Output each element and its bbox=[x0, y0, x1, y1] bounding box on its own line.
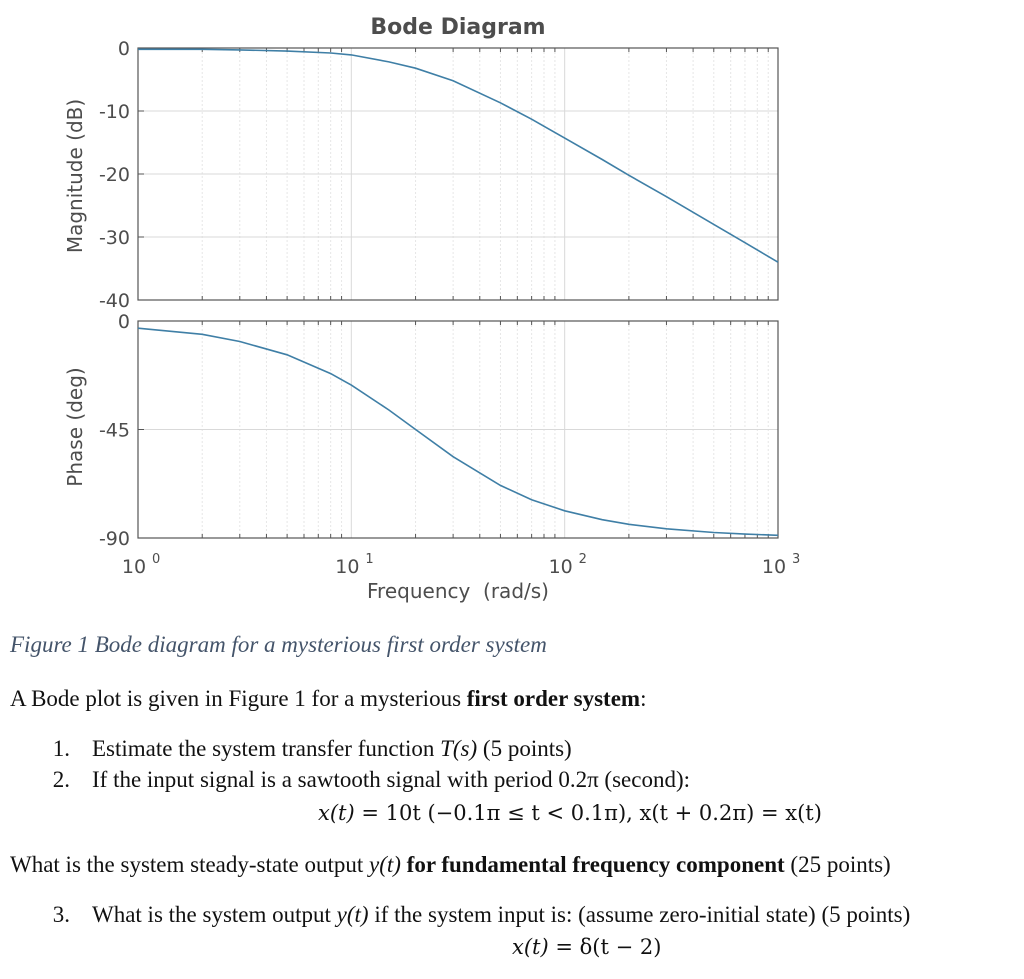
question-bold: for fundamental frequency component bbox=[400, 852, 785, 877]
x-tick-label: 10 bbox=[761, 556, 787, 578]
x-tick-label: 10 bbox=[548, 556, 573, 578]
item-text-end: (5 points) bbox=[477, 736, 572, 761]
equation-sawtooth bbox=[318, 801, 822, 825]
item-text: If the input signal is a sawtooth signal with period 0.2π (second): bbox=[92, 767, 691, 792]
list-number: 2. bbox=[52, 767, 70, 792]
intro-paragraph bbox=[10, 686, 1014, 712]
magnitude-y-tick-label: -30 bbox=[98, 227, 130, 249]
equation-rhs: = 10t (−0.1π ≤ t < 0.1π), x(t + 0.2π) = x(t) bbox=[354, 801, 822, 825]
x-tick-exponent: 1 bbox=[365, 552, 374, 567]
item-text: Estimate the system transfer function bbox=[92, 736, 441, 761]
magnitude-y-tick-label: -40 bbox=[98, 290, 130, 312]
figure-caption: Figure 1 Bode diagram for a mysterious first order system bbox=[10, 632, 547, 657]
intro-bold: first order system bbox=[466, 686, 641, 711]
item-emphasis: y(t) bbox=[336, 902, 369, 927]
question-text: What is the system steady-state output bbox=[10, 852, 369, 877]
x-tick-label: 10 bbox=[121, 556, 147, 578]
magnitude-panel bbox=[99, 38, 778, 312]
y-axis-label-phase: Phase (deg) bbox=[63, 367, 87, 487]
equation-rhs: = δ(t − 2) bbox=[548, 935, 662, 959]
equation-impulse bbox=[512, 935, 661, 959]
x-tick-exponent: 0 bbox=[152, 552, 161, 567]
question-end: (25 points) bbox=[784, 852, 891, 877]
phase-y-tick-label: -90 bbox=[98, 528, 130, 550]
phase-y-tick-label: 0 bbox=[117, 311, 130, 333]
question-paragraph bbox=[10, 852, 1014, 878]
equation-lhs: x(t) bbox=[318, 801, 355, 825]
magnitude-y-tick-label: 0 bbox=[117, 38, 130, 60]
x-axis-label: Frequency (rad/s) bbox=[367, 579, 549, 603]
y-axis-label-magnitude: Magnitude (dB) bbox=[63, 98, 87, 254]
phase-panel bbox=[99, 311, 778, 550]
x-tick-exponent: 3 bbox=[792, 552, 801, 567]
item-text: What is the system output bbox=[92, 902, 337, 927]
intro-text: A Bode plot is given in Figure 1 for a mysterious bbox=[10, 686, 467, 711]
list-number: 3. bbox=[52, 902, 70, 927]
x-tick-exponent: 2 bbox=[578, 552, 587, 567]
chart-title: Bode Diagram bbox=[370, 15, 546, 40]
x-tick-labels bbox=[122, 552, 800, 578]
intro-end: : bbox=[640, 686, 647, 711]
magnitude-y-tick-label: -10 bbox=[98, 101, 130, 123]
x-tick-label: 10 bbox=[335, 556, 360, 578]
item-emphasis: T(s) bbox=[440, 736, 478, 761]
magnitude-y-tick-label: -20 bbox=[98, 164, 130, 186]
item-text-end: if the system input is: (assume zero-initial state) (5 points) bbox=[368, 902, 911, 927]
equation-lhs: x(t) bbox=[512, 935, 549, 959]
phase-y-tick-label: -45 bbox=[98, 419, 130, 442]
question-emphasis: y(t) bbox=[368, 852, 401, 877]
list-number: 1. bbox=[52, 736, 70, 761]
